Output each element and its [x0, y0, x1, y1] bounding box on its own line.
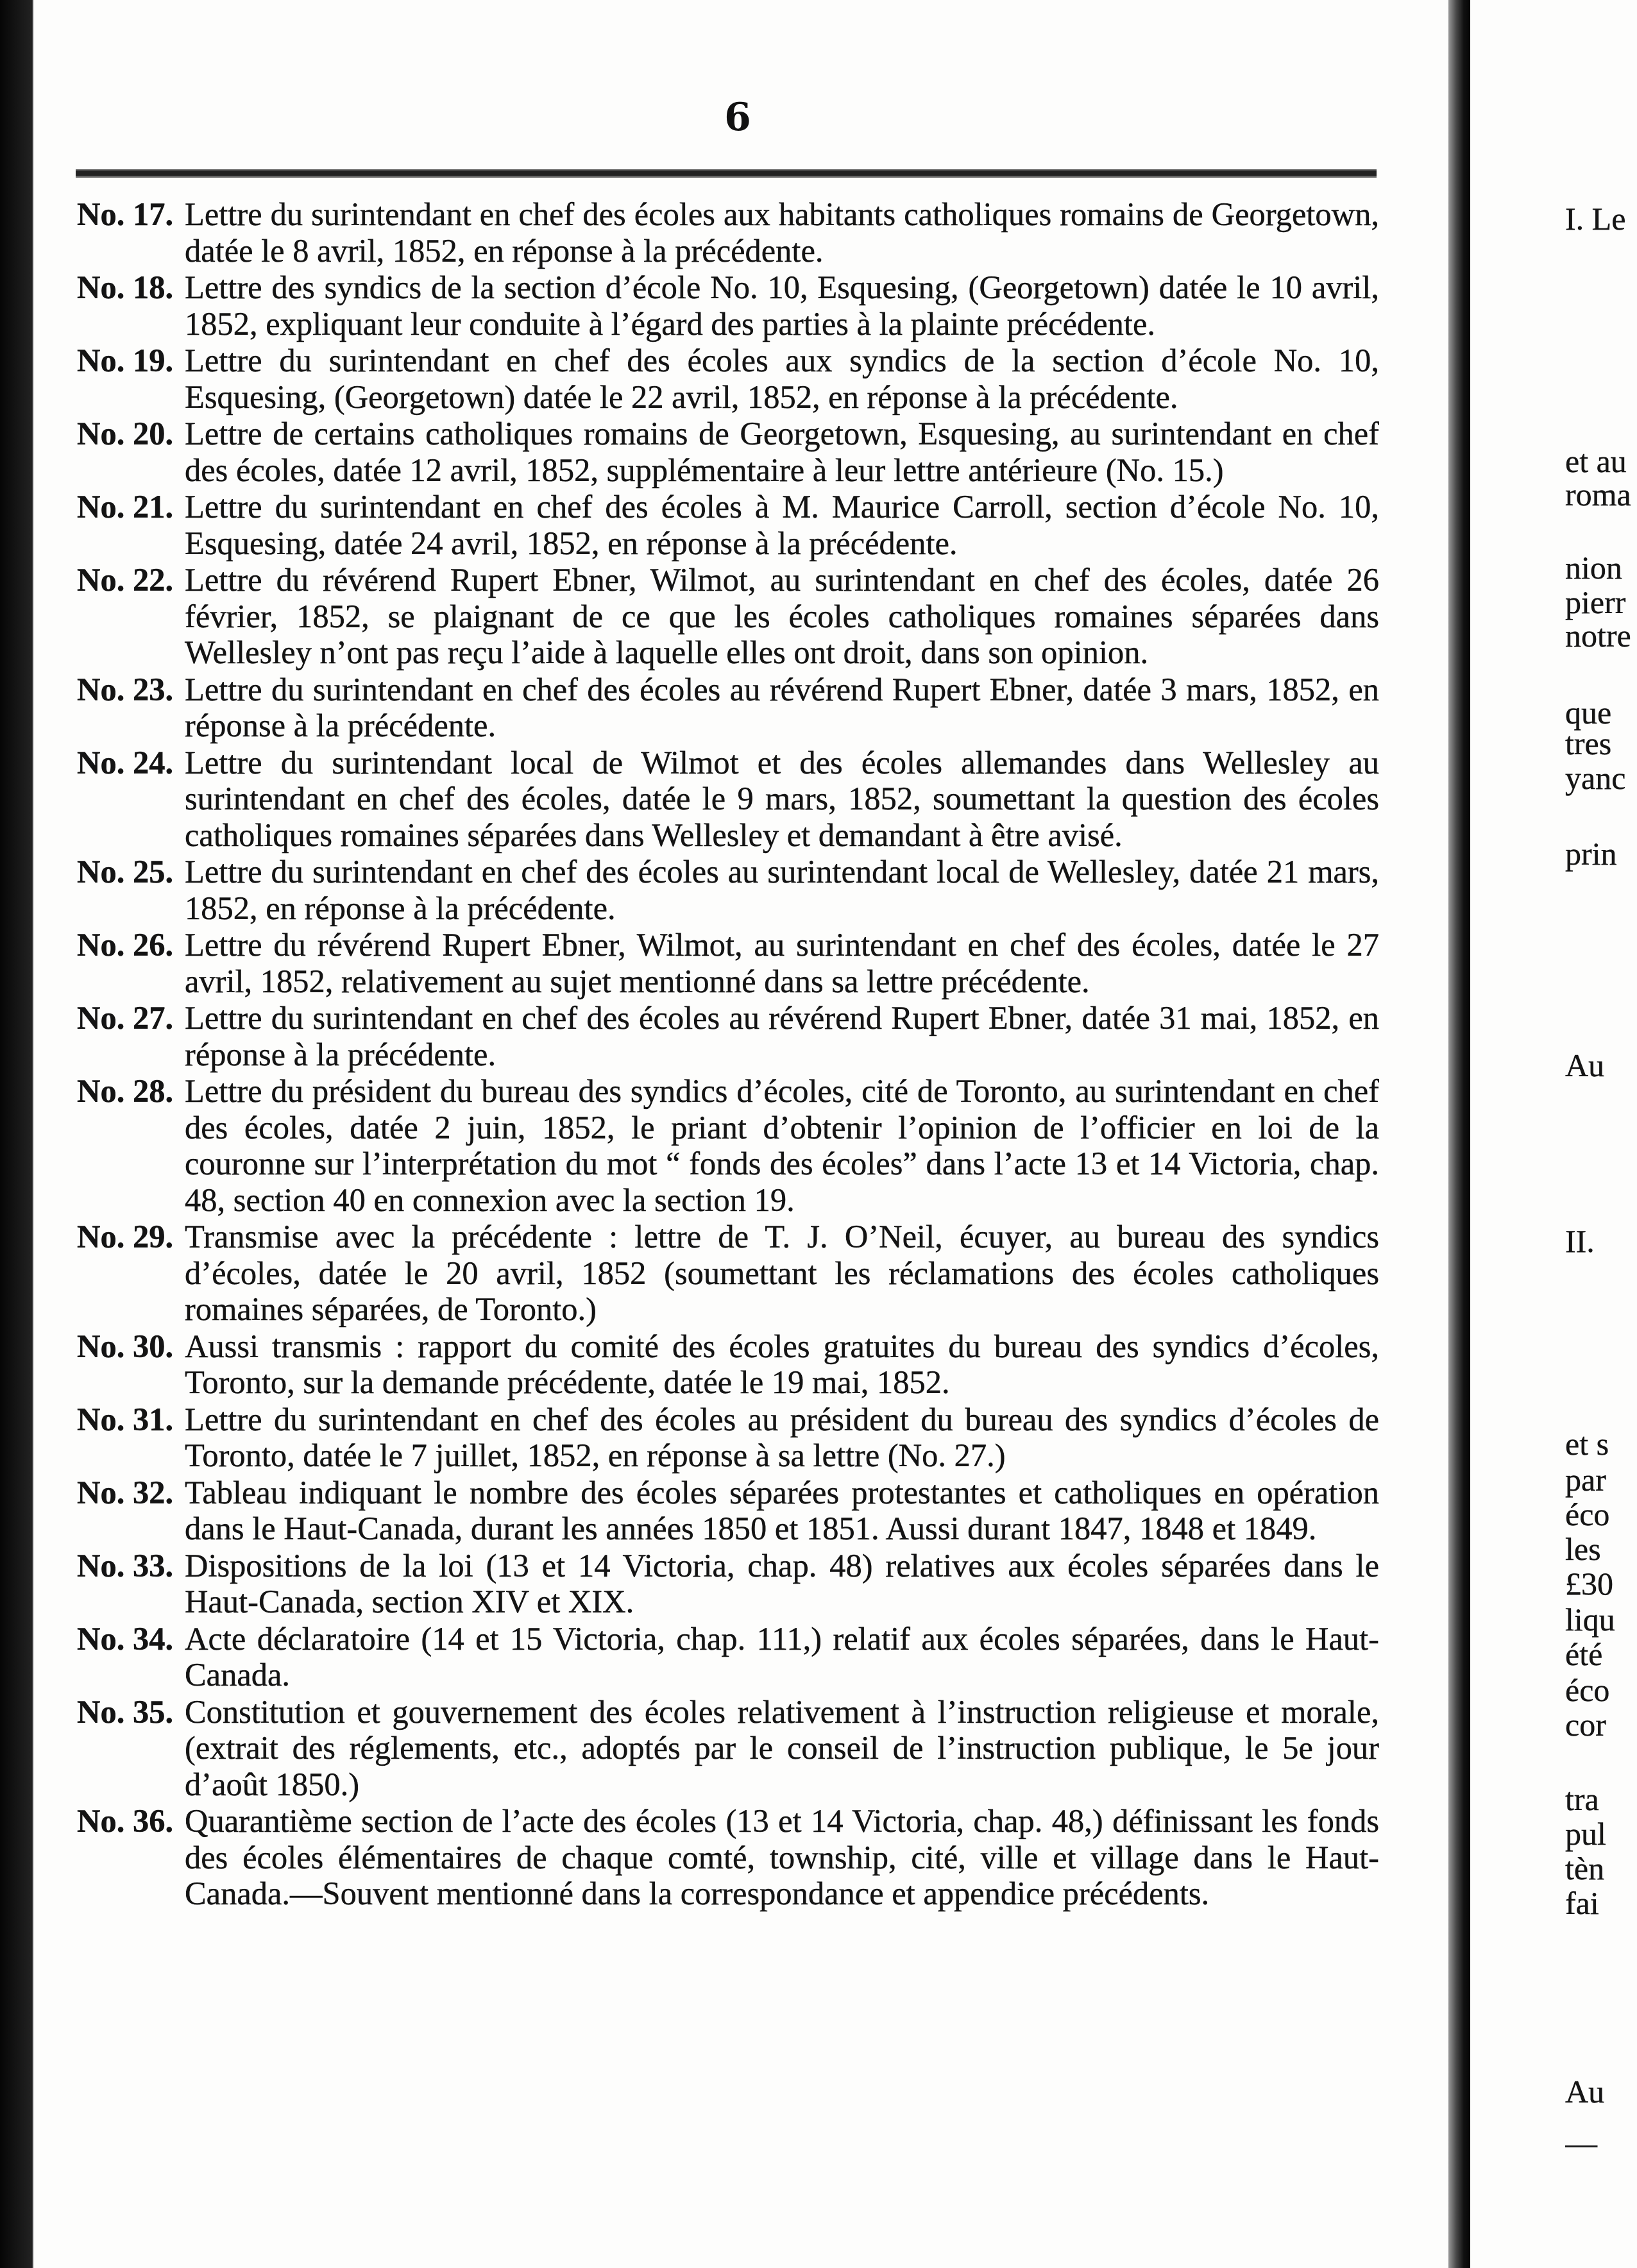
entry-text: Lettre du surintendant en chef des écoles au président du bureau des syndics d’écoles de Toronto, datée le 7 juillet, 1852, en réponse à sa lettre (No. 27.) — [185, 1401, 1379, 1473]
right-line: tèn — [1565, 1850, 1605, 1886]
right-line: éco — [1565, 1496, 1610, 1532]
entry-text: Aussi transmis : rapport du comité des écoles gratuites du bureau des syndics d’écoles, Toronto, sur la demande précédente, datée le 19 mai, 1852. — [185, 1328, 1379, 1400]
list-item — [77, 1328, 1379, 1401]
list-item — [77, 1621, 1379, 1693]
entry-number: No. 35. — [77, 1693, 174, 1730]
right-line: prin — [1565, 836, 1617, 872]
right-line: Au — [1565, 2074, 1605, 2110]
list-item — [77, 1073, 1379, 1218]
right-line: nion — [1565, 550, 1622, 586]
right-line: I. Le — [1565, 201, 1626, 237]
entry-text: Lettre des syndics de la section d’école No. 10, Esquesing, (Georgetown) datée le 10 avril, 1852, expliquant leur conduite à l’égard des parties à la plainte précédente. — [185, 269, 1379, 342]
list-item — [77, 416, 1379, 488]
list-item — [77, 1803, 1379, 1912]
document-entries-list — [77, 196, 1379, 2242]
book-gutter — [1448, 0, 1470, 2268]
entry-text: Lettre de certains catholiques romains de Georgetown, Esquesing, au surintendant en chef des écoles, datée 12 avril, 1852, supplémentaire à leur lettre antérieure (No. 15.) — [185, 416, 1379, 488]
right-line: éco — [1565, 1672, 1610, 1708]
entry-text: Lettre du surintendant local de Wilmot et des écoles allemandes dans Wellesley au surintendant en chef des écoles, datée le 9 mars, 1852, soumettant la question des écoles catholiques romaines séparées dans Wellesley et demandant à être avisé. — [185, 744, 1379, 853]
right-line: yanc — [1565, 760, 1626, 796]
right-line: roma — [1565, 477, 1631, 512]
entry-number: No. 36. — [77, 1803, 174, 1839]
right-line: été — [1565, 1636, 1603, 1672]
entry-text: Tableau indiquant le nombre des écoles séparées protestantes et catholiques en opération dans le Haut-Canada, durant les années 1850 et 1851. Aussi durant 1847, 1848 et 1849. — [185, 1474, 1379, 1546]
entry-number: No. 28. — [77, 1073, 174, 1109]
right-line: et s — [1565, 1426, 1609, 1462]
right-line: II. — [1565, 1223, 1595, 1259]
entry-number: No. 19. — [77, 343, 174, 378]
entry-text: Lettre du surintendant en chef des écoles aux habitants catholiques romains de Georgetown, datée le 8 avril, 1852, en réponse à la précédente. — [185, 196, 1379, 269]
list-item — [77, 269, 1379, 342]
entry-text: Lettre du surintendant en chef des écoles aux syndics de la section d’école No. 10, Esquesing, (Georgetown) datée le 22 avril, 1852, en réponse à la précédente. — [185, 343, 1379, 415]
entry-text: Lettre du surintendant en chef des écoles au révérend Rupert Ebner, datée 3 mars, 1852, en réponse à la précédente. — [185, 671, 1379, 743]
right-line: par — [1565, 1462, 1606, 1498]
right-line: pul — [1565, 1816, 1606, 1852]
entry-text: Constitution et gouvernement des écoles relativement à l’instruction religieuse et morale, (extrait des réglements, etc., adoptés par le conseil de l’instruction publique, le 5e jour d’août 1850.) — [185, 1693, 1379, 1802]
entry-text: Lettre du président du bureau des syndics d’écoles, cité de Toronto, au surintendant en chef des écoles, datée 2 juin, 1852, le priant d’obtenir l’opinion de l’officier en loi de la couronne sur l’interprétation du mot “ fonds des écoles” dans l’acte 13 et 14 Victoria, chap. 48, section 40 en connexion avec la section 19. — [185, 1073, 1379, 1218]
right-line: £30 — [1565, 1566, 1613, 1602]
right-line: cor — [1565, 1707, 1606, 1743]
entry-number: No. 30. — [77, 1328, 174, 1364]
entry-number: No. 17. — [77, 196, 174, 232]
right-line: Au — [1565, 1047, 1605, 1083]
scan-left-margin — [0, 0, 32, 2268]
header-rule — [76, 169, 1377, 178]
right-line: — — [1565, 2125, 1597, 2161]
entry-text: Acte déclaratoire (14 et 15 Victoria, chap. 111,) relatif aux écoles séparées, dans le Haut-Canada. — [185, 1620, 1379, 1693]
entry-number: No. 20. — [77, 416, 174, 452]
entry-text: Dispositions de la loi (13 et 14 Victoria, chap. 48) relatives aux écoles séparées dans le Haut-Canada, section XIV et XIX. — [185, 1547, 1379, 1620]
entry-number: No. 32. — [77, 1474, 174, 1511]
right-page-text-fragments — [1565, 0, 1637, 2268]
entry-text: Quarantième section de l’acte des écoles (13 et 14 Victoria, chap. 48,) définissant les fonds des écoles élémentaires de chaque comté, township, cité, ville et village dans le Haut-Canada.—Souvent mentionné dans la correspondance et appendice précédents. — [185, 1803, 1379, 1911]
list-item — [77, 1000, 1379, 1072]
entry-text: Lettre du révérend Rupert Ebner, Wilmot, au surintendant en chef des écoles, datée le 27 avril, 1852, relativement au sujet mentionné dans sa lettre précédente. — [185, 927, 1379, 999]
list-item — [77, 1401, 1379, 1474]
right-line: tres — [1565, 725, 1612, 761]
list-item — [77, 562, 1379, 671]
entry-number: No. 26. — [77, 927, 174, 963]
right-line: notre — [1565, 618, 1631, 654]
entry-text: Lettre du surintendant en chef des écoles au révérend Rupert Ebner, datée 31 mai, 1852, en réponse à la précédente. — [185, 1000, 1379, 1072]
entry-number: No. 33. — [77, 1547, 174, 1584]
right-line: que — [1565, 695, 1612, 731]
list-item — [77, 927, 1379, 999]
entry-number: No. 24. — [77, 744, 174, 781]
entry-number: No. 25. — [77, 854, 174, 890]
entry-number: No. 27. — [77, 1000, 174, 1036]
entry-text: Lettre du surintendant en chef des écoles au surintendant local de Wellesley, datée 21 mars, 1852, en réponse à la précédente. — [185, 854, 1379, 926]
right-line: tra — [1565, 1781, 1599, 1817]
list-item — [77, 1548, 1379, 1620]
entry-number: No. 23. — [77, 671, 174, 707]
entry-number: No. 34. — [77, 1620, 174, 1657]
list-item — [77, 489, 1379, 561]
entry-text: Lettre du surintendant en chef des écoles à M. Maurice Carroll, section d’école No. 10, Esquesing, datée 24 avril, 1852, en réponse à la précédente. — [185, 489, 1379, 561]
entry-number: No. 29. — [77, 1219, 174, 1255]
right-line: et au — [1565, 443, 1627, 479]
right-line: liqu — [1565, 1602, 1615, 1638]
entry-text: Lettre du révérend Rupert Ebner, Wilmot, au surintendant en chef des écoles, datée 26 février, 1852, se plaignant de ce que les écoles catholiques romaines séparées dans Wellesley n’ont pas reçu l’aide à laquelle elles ont droit, dans son opinion. — [185, 562, 1379, 670]
right-line: fai — [1565, 1885, 1599, 1921]
entry-number: No. 22. — [77, 562, 174, 598]
right-line: pierr — [1565, 584, 1626, 620]
list-item — [77, 1694, 1379, 1803]
page-number: 6 — [724, 95, 751, 140]
list-item — [77, 343, 1379, 415]
list-item — [77, 745, 1379, 854]
list-item — [77, 854, 1379, 926]
list-item — [77, 1475, 1379, 1547]
entry-number: No. 18. — [77, 269, 174, 305]
entry-text: Transmise avec la précédente : lettre de T. J. O’Neil, écuyer, au bureau des syndics d’écoles, datée le 20 avril, 1852 (soumettant les réclamations des écoles catholiques romaines séparées, de Toronto.) — [185, 1219, 1379, 1327]
list-item — [77, 196, 1379, 269]
entry-number: No. 21. — [77, 489, 174, 525]
entry-number: No. 31. — [77, 1401, 174, 1437]
right-line: les — [1565, 1531, 1601, 1567]
list-item — [77, 672, 1379, 744]
list-item — [77, 1219, 1379, 1328]
